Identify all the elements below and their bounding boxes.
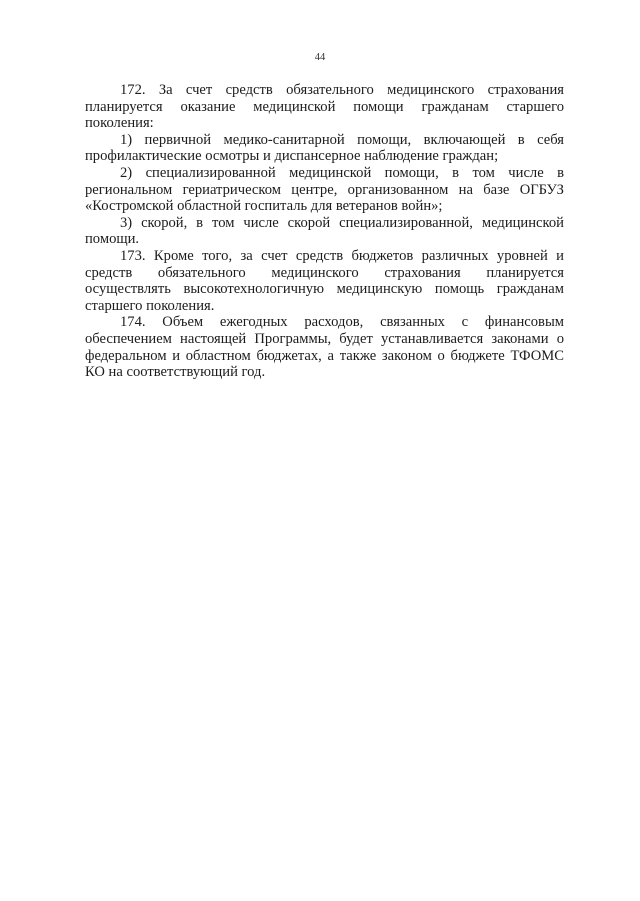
paragraph-173: 173. Кроме того, за счет средств бюджетов различных уровней и средств обязательного медицинского страхования планируется осуществлять высокотехнологичную медицинскую помощь гражданам старшего поколения.	[85, 247, 564, 314]
paragraph-174: 174. Объем ежегодных расходов, связанных с финансовым обеспечением настоящей Программы, будет устанавливается законами о федеральном и областном бюджетах, а также законом о бюджете ТФОМС КО на соответствующий год.	[85, 314, 564, 381]
page-number: 44	[314, 52, 326, 63]
list-item-specialized-care: 2) специализированной медицинской помощи, в том числе в региональном гериатрическом центре, организованном на базе ОГБУЗ «Костромской областной госпиталь для ветеранов войн»;	[85, 164, 564, 215]
list-item-emergency-care: 3) скорой, в том числе скорой специализированной, медицинской помощи.	[85, 214, 564, 248]
document-body	[85, 82, 564, 381]
paragraph-172: 172. За счет средств обязательного медицинского страхования планируется оказание медицинской помощи гражданам старшего поколения:	[85, 82, 564, 132]
list-item-primary-care: 1) первичной медико-санитарной помощи, включающей в себя профилактические осмотры и диспансерное наблюдение граждан;	[85, 131, 564, 165]
